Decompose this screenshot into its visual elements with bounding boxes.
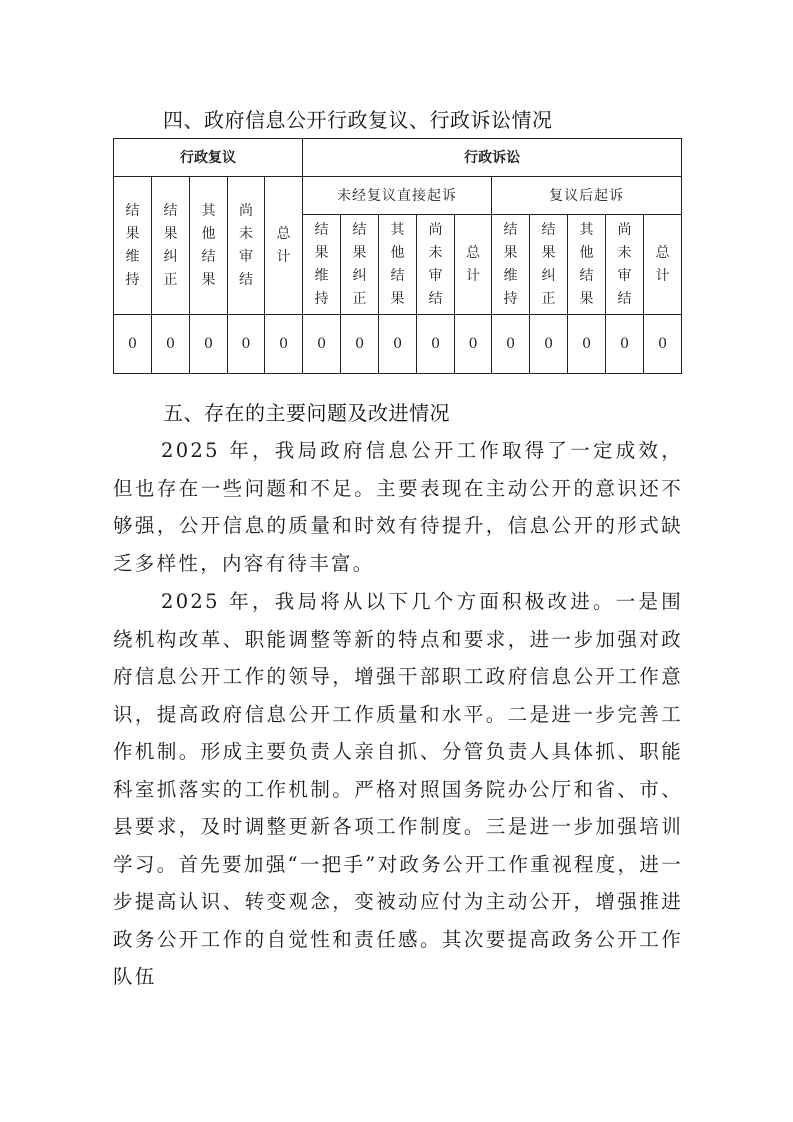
review-corrected-value: 0 [152,315,190,374]
review-col-other: 其他结果 [190,177,228,315]
review-col-pending: 尚未审结 [228,177,265,315]
sub-header-after-review: 复议后起诉 [492,177,682,215]
group-header-review: 行政复议 [114,139,303,177]
after-col-total: 总计 [644,215,682,315]
section-4-heading: 四、政府信息公开行政复议、行政诉讼情况 [163,108,553,132]
after-col-other: 其他结果 [568,215,606,315]
after-total-value: 0 [644,315,682,374]
direct-other-value: 0 [379,315,417,374]
direct-col-total: 总计 [455,215,492,315]
sub-header-row [114,177,682,215]
after-other-value: 0 [568,315,606,374]
direct-col-pending: 尚未审结 [417,215,455,315]
after-upheld-value: 0 [492,315,530,374]
review-upheld-value: 0 [114,315,152,374]
after-col-corrected: 结果纠正 [530,215,568,315]
review-total-value: 0 [265,315,303,374]
review-col-corrected: 结果纠正 [152,177,190,315]
review-col-upheld: 结果维持 [114,177,152,315]
paragraph-problems: 2025 年，我局政府信息公开工作取得了一定成效，但也存在一些问题和不足。主要表现在主动公开的意识还不够强，公开信息的质量和时效有待提升，信息公开的形式缺乏多样性，内容有待丰富。 [113,439,683,575]
review-other-value: 0 [190,315,228,374]
after-pending-value: 0 [606,315,644,374]
direct-corrected-value: 0 [341,315,379,374]
section-5-heading: 五、存在的主要问题及改进情况 [163,401,450,425]
direct-total-value: 0 [455,315,492,374]
sub-header-direct: 未经复议直接起诉 [303,177,492,215]
paragraph-improvements: 2025 年，我局将从以下几个方面积极改进。一是围绕机构改革、职能调整等新的特点和要求，进一步加强对政府信息公开工作的领导，增强干部职工政府信息公开工作意识，提高政府信息公开工作质量和水平。二是进一步完善工作机制。形成主要负责人亲自抓、分管负责人具体抓、职能科室抓落实的工作机制。严格对照国务院办公厅和省、市、县要求，及时调整更新各项工作制度。三是进一步加强培训学习。首先要加强“一把手”对政务公开工作重视程度，进一步提高认识、转变观念，变被动应付为主动公开，增强推进政务公开工作的自觉性和责任感。其次要提高政务公开工作队伍 [113,590,683,988]
after-col-upheld: 结果维持 [492,215,530,315]
direct-col-corrected: 结果纠正 [341,215,379,315]
after-corrected-value: 0 [530,315,568,374]
group-header-row [114,139,682,177]
direct-pending-value: 0 [417,315,455,374]
review-pending-value: 0 [228,315,265,374]
direct-col-other: 其他结果 [379,215,417,315]
review-col-total: 总计 [265,177,303,315]
group-header-litigation: 行政诉讼 [303,139,682,177]
review-litigation-table [113,138,682,374]
table-row [114,315,682,374]
after-col-pending: 尚未审结 [606,215,644,315]
direct-col-upheld: 结果维持 [303,215,341,315]
direct-upheld-value: 0 [303,315,341,374]
